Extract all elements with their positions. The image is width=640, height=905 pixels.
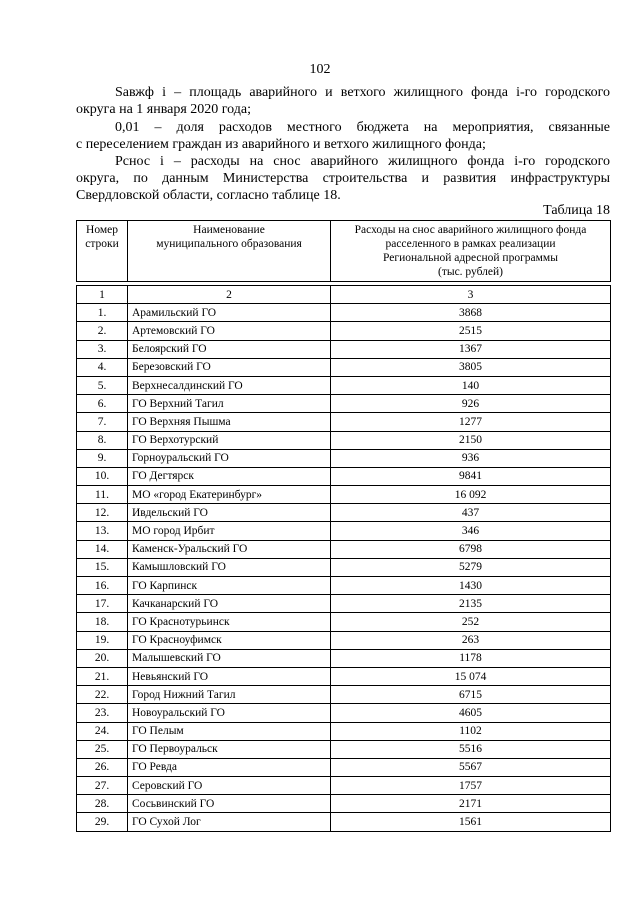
paragraph-line: Рснос i – расходы на снос аварийного жилищного фонда i-го городского bbox=[115, 154, 610, 169]
demolition-cost-cell: 2515 bbox=[331, 322, 611, 340]
municipality-name-cell: ГО Верхотурский bbox=[128, 431, 331, 449]
column-header-line: Региональной адресной программы bbox=[383, 252, 558, 264]
municipality-name-cell: Ивдельский ГО bbox=[128, 504, 331, 522]
row-number-cell: 29. bbox=[77, 813, 128, 831]
table-row bbox=[77, 758, 611, 776]
table-row bbox=[77, 395, 611, 413]
demolition-cost-cell: 9841 bbox=[331, 467, 611, 485]
column-header-3 bbox=[331, 221, 611, 282]
table-row bbox=[77, 667, 611, 685]
table-row bbox=[77, 740, 611, 758]
demolition-cost-cell: 1102 bbox=[331, 722, 611, 740]
demolition-cost-cell: 1277 bbox=[331, 413, 611, 431]
table-row bbox=[77, 722, 611, 740]
table-row bbox=[77, 431, 611, 449]
row-number-cell: 26. bbox=[77, 758, 128, 776]
column-header-line: Наименование bbox=[193, 224, 265, 236]
table-row bbox=[77, 813, 611, 831]
demolition-cost-cell: 6798 bbox=[331, 540, 611, 558]
paragraph-line: Свердловской области, согласно таблице 18. bbox=[76, 188, 341, 203]
paragraph-line: 0,01 – доля расходов местного бюджета на мероприятия, связанные bbox=[115, 120, 610, 135]
table-row bbox=[77, 358, 611, 376]
column-header-2 bbox=[128, 221, 331, 282]
demolition-cost-cell: 15 074 bbox=[331, 667, 611, 685]
demolition-cost-cell: 5279 bbox=[331, 558, 611, 576]
municipality-name-cell: Малышевский ГО bbox=[128, 649, 331, 667]
paragraph-line: округа на 1 января 2020 года; bbox=[76, 102, 252, 117]
paragraph-line: с переселением граждан из аварийного и ветхого жилищного фонда; bbox=[76, 137, 486, 152]
demolition-cost-cell: 926 bbox=[331, 395, 611, 413]
demolition-cost-cell: 5567 bbox=[331, 758, 611, 776]
row-number-cell: 10. bbox=[77, 467, 128, 485]
row-number-cell: 19. bbox=[77, 631, 128, 649]
table-row bbox=[77, 413, 611, 431]
municipality-name-cell: Горноуральский ГО bbox=[128, 449, 331, 467]
municipality-name-cell: Качканарский ГО bbox=[128, 595, 331, 613]
row-number-cell: 24. bbox=[77, 722, 128, 740]
demolition-cost-cell: 6715 bbox=[331, 686, 611, 704]
municipality-name-cell: МО «город Екатеринбург» bbox=[128, 486, 331, 504]
row-number-cell: 23. bbox=[77, 704, 128, 722]
table-row bbox=[77, 540, 611, 558]
paragraph-savzhf bbox=[76, 84, 610, 118]
paragraph-line: округа, по данным Министерства строительства и развития инфраструктуры bbox=[76, 171, 610, 186]
municipality-name-cell: ГО Дегтярск bbox=[128, 467, 331, 485]
demolition-cost-cell: 1430 bbox=[331, 577, 611, 595]
row-number-cell: 18. bbox=[77, 613, 128, 631]
municipality-name-cell: Камышловский ГО bbox=[128, 558, 331, 576]
table-row bbox=[77, 777, 611, 795]
row-number-cell: 13. bbox=[77, 522, 128, 540]
demolition-cost-cell: 2171 bbox=[331, 795, 611, 813]
table-row bbox=[77, 613, 611, 631]
municipality-name-cell: Верхнесалдинский ГО bbox=[128, 376, 331, 394]
demolition-cost-cell: 3805 bbox=[331, 358, 611, 376]
paragraph-line: Sавжф i – площадь аварийного и ветхого жилищного фонда i-го городского bbox=[115, 85, 610, 100]
municipality-name-cell: МО город Ирбит bbox=[128, 522, 331, 540]
municipality-name-cell: ГО Первоуральск bbox=[128, 740, 331, 758]
table-row bbox=[77, 522, 611, 540]
demolition-cost-cell: 16 092 bbox=[331, 486, 611, 504]
demolition-cost-cell: 346 bbox=[331, 522, 611, 540]
row-number-cell: 14. bbox=[77, 540, 128, 558]
table-row bbox=[77, 577, 611, 595]
row-number-cell: 9. bbox=[77, 449, 128, 467]
municipality-name-cell: ГО Сухой Лог bbox=[128, 813, 331, 831]
row-number-cell: 12. bbox=[77, 504, 128, 522]
demolition-costs-table bbox=[76, 220, 611, 832]
column-header-line: муниципального образования bbox=[156, 238, 302, 250]
row-number-cell: 15. bbox=[77, 558, 128, 576]
table-row bbox=[77, 631, 611, 649]
demolition-cost-cell: 252 bbox=[331, 613, 611, 631]
municipality-name-cell: Новоуральский ГО bbox=[128, 704, 331, 722]
table-row bbox=[77, 649, 611, 667]
municipality-name-cell: Белоярский ГО bbox=[128, 340, 331, 358]
table-row bbox=[77, 376, 611, 394]
table-row bbox=[77, 558, 611, 576]
table-row bbox=[77, 686, 611, 704]
column-header-line: Расходы на снос аварийного жилищного фонда bbox=[354, 224, 587, 236]
column-index-cell: 2 bbox=[128, 286, 331, 304]
municipality-name-cell: Каменск-Уральский ГО bbox=[128, 540, 331, 558]
municipality-name-cell: Арамильский ГО bbox=[128, 304, 331, 322]
demolition-cost-cell: 1178 bbox=[331, 649, 611, 667]
row-number-cell: 16. bbox=[77, 577, 128, 595]
row-number-cell: 27. bbox=[77, 777, 128, 795]
column-header-line: строки bbox=[85, 238, 119, 250]
demolition-cost-cell: 263 bbox=[331, 631, 611, 649]
table-row bbox=[77, 704, 611, 722]
column-index-row bbox=[77, 286, 611, 304]
column-header-1 bbox=[77, 221, 128, 282]
table-row bbox=[77, 304, 611, 322]
row-number-cell: 8. bbox=[77, 431, 128, 449]
municipality-name-cell: ГО Красноуфимск bbox=[128, 631, 331, 649]
demolition-cost-cell: 1561 bbox=[331, 813, 611, 831]
row-number-cell: 25. bbox=[77, 740, 128, 758]
municipality-name-cell: Артемовский ГО bbox=[128, 322, 331, 340]
municipality-name-cell: ГО Карпинск bbox=[128, 577, 331, 595]
row-number-cell: 2. bbox=[77, 322, 128, 340]
row-number-cell: 5. bbox=[77, 376, 128, 394]
municipality-name-cell: ГО Краснотурьинск bbox=[128, 613, 331, 631]
municipality-name-cell: Серовский ГО bbox=[128, 777, 331, 795]
row-number-cell: 3. bbox=[77, 340, 128, 358]
municipality-name-cell: Сосьвинский ГО bbox=[128, 795, 331, 813]
row-number-cell: 11. bbox=[77, 486, 128, 504]
municipality-name-cell: ГО Ревда bbox=[128, 758, 331, 776]
table-row bbox=[77, 486, 611, 504]
row-number-cell: 7. bbox=[77, 413, 128, 431]
demolition-cost-cell: 1757 bbox=[331, 777, 611, 795]
demolition-cost-cell: 437 bbox=[331, 504, 611, 522]
row-number-cell: 1. bbox=[77, 304, 128, 322]
table-row bbox=[77, 504, 611, 522]
row-number-cell: 21. bbox=[77, 667, 128, 685]
municipality-name-cell: ГО Верхний Тагил bbox=[128, 395, 331, 413]
row-number-cell: 28. bbox=[77, 795, 128, 813]
municipality-name-cell: ГО Пелым bbox=[128, 722, 331, 740]
table-row bbox=[77, 449, 611, 467]
column-header-line: (тыс. рублей) bbox=[437, 266, 504, 278]
municipality-name-cell: Березовский ГО bbox=[128, 358, 331, 376]
row-number-cell: 22. bbox=[77, 686, 128, 704]
column-header-line: расселенного в рамках реализации bbox=[385, 238, 556, 250]
demolition-cost-cell: 2135 bbox=[331, 595, 611, 613]
table-row bbox=[77, 595, 611, 613]
demolition-cost-cell: 1367 bbox=[331, 340, 611, 358]
table-row bbox=[77, 467, 611, 485]
municipality-name-cell: Невьянский ГО bbox=[128, 667, 331, 685]
column-index-cell: 3 bbox=[331, 286, 611, 304]
paragraph-share-local-budget bbox=[76, 119, 610, 153]
row-number-cell: 6. bbox=[77, 395, 128, 413]
page-number: 102 bbox=[309, 62, 331, 77]
row-number-cell: 20. bbox=[77, 649, 128, 667]
table-row bbox=[77, 340, 611, 358]
demolition-cost-cell: 4605 bbox=[331, 704, 611, 722]
row-number-cell: 17. bbox=[77, 595, 128, 613]
demolition-cost-cell: 140 bbox=[331, 376, 611, 394]
row-number-cell: 4. bbox=[77, 358, 128, 376]
table-row bbox=[77, 795, 611, 813]
demolition-cost-cell: 936 bbox=[331, 449, 611, 467]
column-header-line: Номер bbox=[86, 224, 118, 236]
paragraph-demolition-costs bbox=[76, 153, 610, 204]
municipality-name-cell: Город Нижний Тагил bbox=[128, 686, 331, 704]
table-row bbox=[77, 322, 611, 340]
demolition-cost-cell: 2150 bbox=[331, 431, 611, 449]
municipality-name-cell: ГО Верхняя Пышма bbox=[128, 413, 331, 431]
table-caption: Таблица 18 bbox=[543, 203, 610, 218]
demolition-cost-cell: 3868 bbox=[331, 304, 611, 322]
column-index-cell: 1 bbox=[77, 286, 128, 304]
table-header-row bbox=[77, 221, 611, 282]
demolition-cost-cell: 5516 bbox=[331, 740, 611, 758]
